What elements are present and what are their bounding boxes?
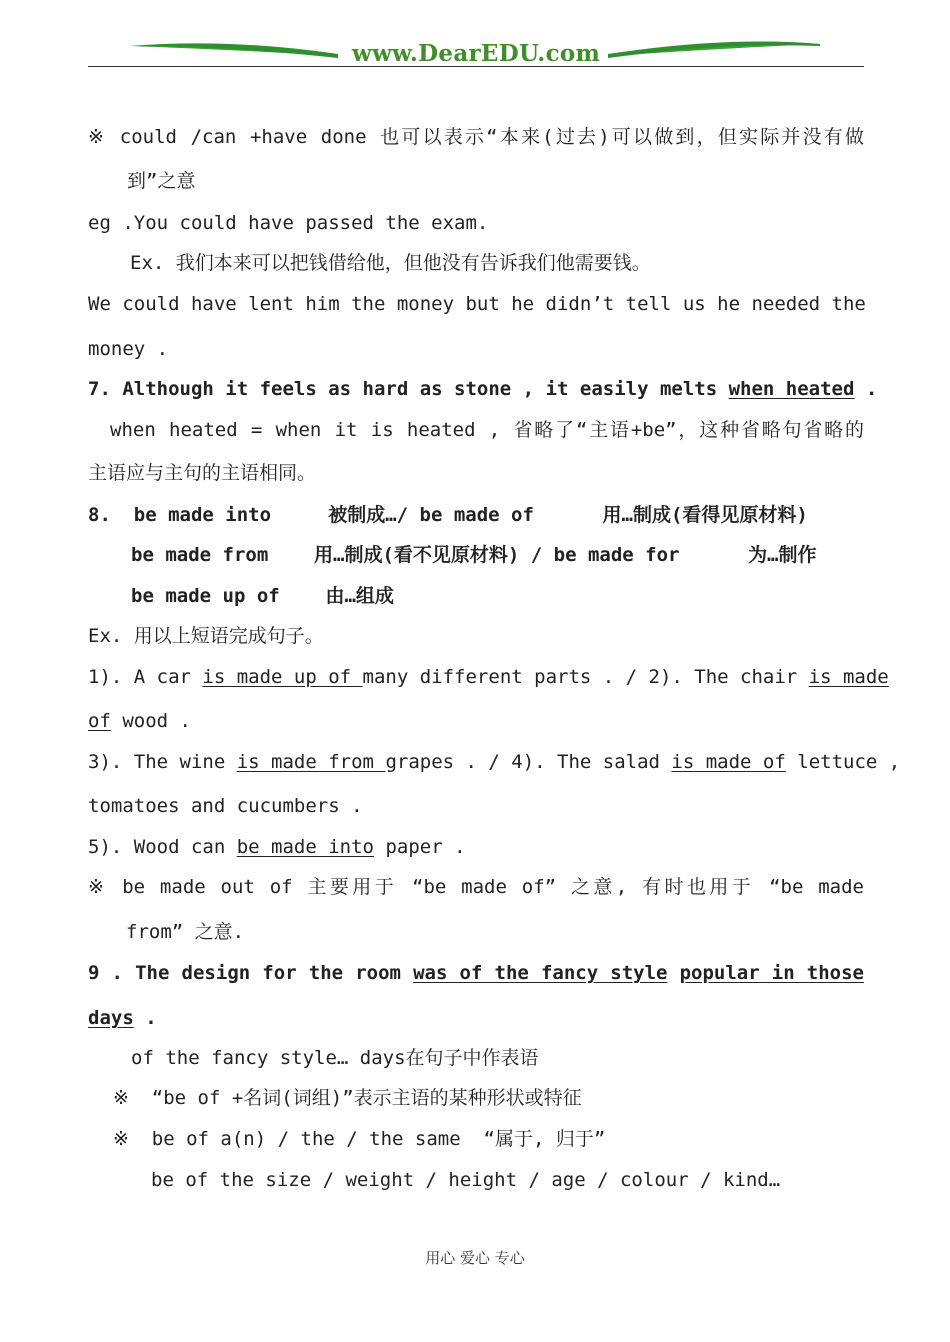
item-7-explanation-continuation: 主语应与主句的主语相同。 xyxy=(88,462,317,484)
header-divider xyxy=(88,66,864,67)
item-8-exercise-1-2: 1). A car is made up of many different parts . / 2). The chair is made xyxy=(88,666,889,688)
exercise-prompt: Ex. 我们本来可以把钱借给他，但他没有告诉我们他需要钱。 xyxy=(130,252,651,274)
item-8-exercise-4-continuation: tomatoes and cucumbers . xyxy=(88,795,363,817)
item-8-phrases-row-2: be made from 用…制成(看不见原材料) / be made for 为…制作 xyxy=(131,544,817,566)
item-8-exercise-3-4: 3). The wine is made from grapes . / 4). The salad is made of lettuce , xyxy=(88,751,901,773)
item-8-exercise-2-continuation: of wood . xyxy=(88,710,191,732)
item-7-explanation: when heated = when it is heated , 省略了“主语+be”，这种省略句省略的 xyxy=(110,419,864,441)
page-footer: 用心 爱心 专心 xyxy=(425,1249,525,1267)
item-8-exercise-prompt: Ex. 用以上短语完成句子。 xyxy=(88,625,324,647)
item-7-sentence: 7. Although it feels as hard as stone , it easily melts when heated . xyxy=(88,378,878,400)
note-could-can-have-done: ※ could /can +have done 也可以表示“本来(过去)可以做到，但实际并没有做 xyxy=(88,126,864,148)
item-9-sentence: 9 . The design for the room was of the fancy style popular in those xyxy=(88,962,864,984)
example-sentence: eg .You could have passed the exam. xyxy=(88,212,489,234)
item-9-explanation: of the fancy style… days在句子中作表语 xyxy=(131,1047,539,1069)
item-9-sentence-continuation: days . xyxy=(88,1007,157,1029)
item-8-exercise-5: 5). Wood can be made into paper . xyxy=(88,836,466,858)
note-continuation: 到”之意 xyxy=(127,170,196,192)
exercise-answer-continuation: money . xyxy=(88,338,169,360)
note-be-of-attributes: be of the size / weight / height / age / colour / kind… xyxy=(151,1169,781,1191)
note-be-of-article: ※ be of a(n) / the / the same “属于, 归于” xyxy=(113,1128,606,1150)
note-be-made-out-of-continuation: from” 之意. xyxy=(126,921,245,943)
item-8-phrases-row-1: 8. be made into 被制成…/ be made of 用…制成(看得见原材料) xyxy=(88,504,808,526)
note-be-of-noun: ※ “be of +名词(词组)”表示主语的某种形状或特征 xyxy=(113,1087,582,1109)
exercise-answer: We could have lent him the money but he didn’t tell us he needed the xyxy=(88,293,866,315)
note-be-made-out-of: ※ be made out of 主要用于 “be made of” 之意, 有时也用于 “be made xyxy=(88,876,864,898)
item-8-phrases-row-3: be made up of 由…组成 xyxy=(131,585,394,607)
site-logo[interactable]: www.DearEDU.com xyxy=(351,40,601,67)
page-header xyxy=(88,36,864,70)
